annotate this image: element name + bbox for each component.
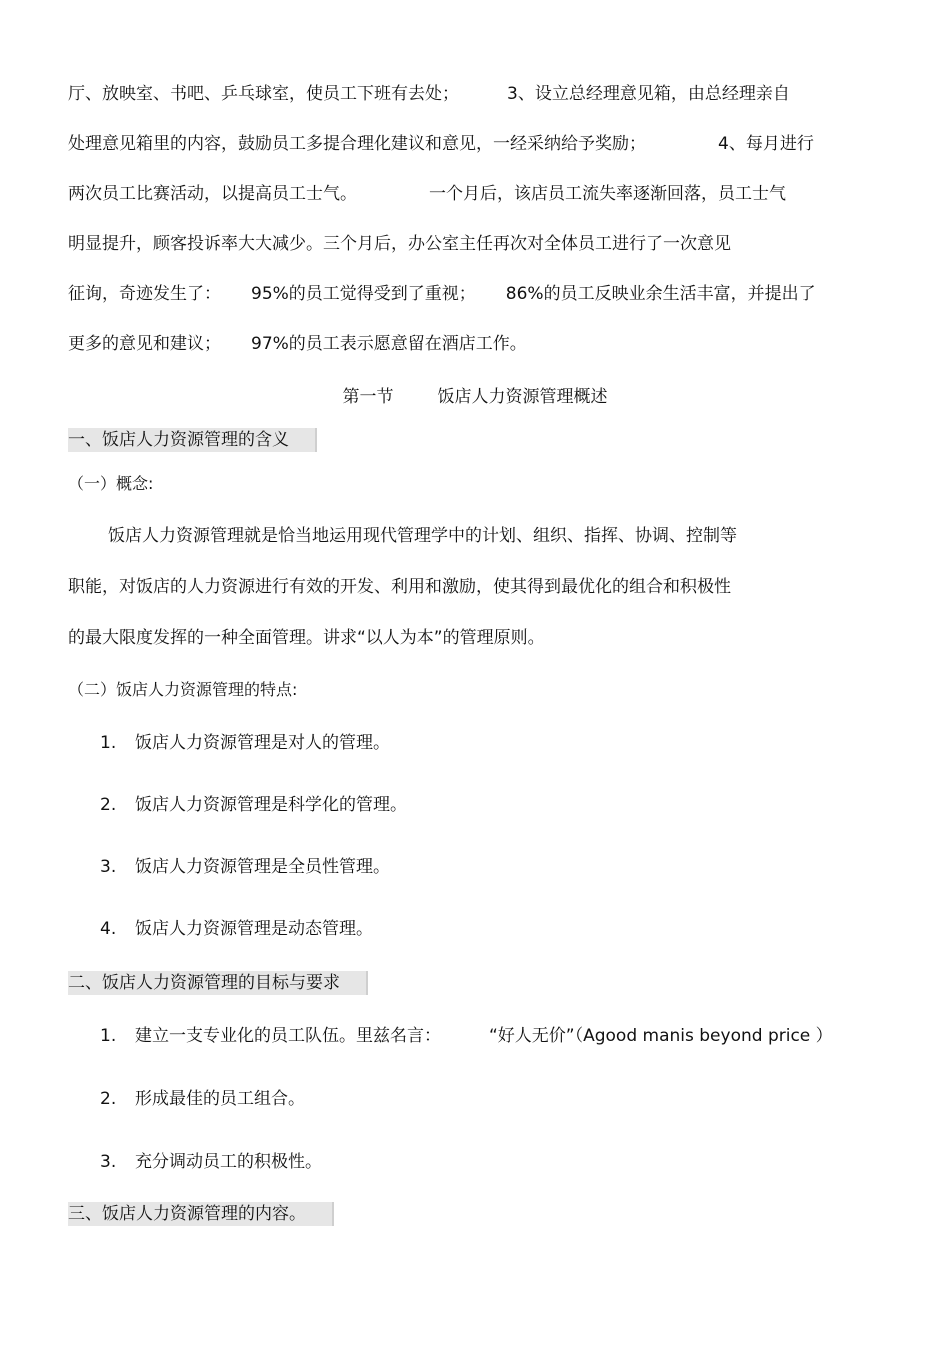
intro-text: 两次员工比赛活动，以提高员工士气。 — [68, 184, 357, 204]
list-text: 形成最佳的员工组合。 — [135, 1089, 305, 1109]
concept-paragraph-line-2 — [68, 575, 731, 599]
paragraph-text: 饭店人力资源管理就是恰当地运用现代管理学中的计划、组织、指挥、协调、控制等 — [108, 526, 737, 546]
concept-paragraph-line-3 — [68, 626, 545, 650]
concept-label — [68, 472, 153, 496]
heading-part-3 — [68, 1202, 334, 1226]
intro-text: 厅、放映室、书吧、乒乓球室，使员工下班有去处； — [68, 84, 459, 104]
list-number: 2. — [100, 795, 117, 815]
ritz-quote: “好人无价”（Agood manis beyond price ） — [489, 1026, 833, 1046]
intro-stat: 97%的员工表示愿意留在酒店工作。 — [251, 334, 527, 354]
list-number: 1. — [100, 1026, 117, 1046]
intro-line-3 — [68, 182, 786, 206]
intro-text: 明显提升，顾客投诉率大大减少。三个月后，办公室主任再次对全体员工进行了一次意见 — [68, 234, 731, 254]
list-number: 3. — [100, 1152, 117, 1172]
list-item — [100, 1150, 322, 1174]
intro-line-2 — [68, 132, 814, 156]
intro-stat: 95%的员工觉得受到了重视； — [251, 284, 476, 304]
intro-text: 更多的意见和建议； — [68, 334, 221, 354]
intro-line-5 — [68, 282, 816, 306]
intro-text: 4、每月进行 — [718, 134, 814, 154]
intro-line-1 — [68, 82, 790, 106]
intro-line-4 — [68, 232, 731, 256]
concept-label-text: （一）概念: — [68, 474, 154, 493]
paragraph-text: 职能，对饭店的人力资源进行有效的开发、利用和激励，使其得到最优化的组合和积极性 — [68, 577, 731, 597]
list-number: 3. — [100, 857, 117, 877]
paragraph-text: 的最大限度发挥的一种全面管理。讲求“以人为本”的管理原则。 — [68, 628, 545, 648]
features-label-text: （二）饭店人力资源管理的特点: — [68, 680, 298, 699]
list-text: 饭店人力资源管理是全员性管理。 — [135, 857, 390, 877]
list-item — [100, 1024, 833, 1048]
list-item — [100, 731, 390, 755]
concept-paragraph-line-1 — [108, 524, 737, 548]
list-text: 建立一支专业化的员工队伍。里兹名言： — [135, 1026, 441, 1046]
intro-text: 处理意见箱里的内容，鼓励员工多提合理化建议和意见，一经采纳给予奖励； — [68, 134, 646, 154]
list-item — [100, 1087, 305, 1111]
intro-text: 征询，奇迹发生了： — [68, 284, 221, 304]
heading-part-1 — [68, 428, 317, 452]
intro-text: 一个月后，该店员工流失率逐渐回落，员工士气 — [429, 184, 786, 204]
heading-text: 二、饭店人力资源管理的目标与要求 — [68, 973, 340, 993]
intro-stat: 86%的员工反映业余生活丰富，并提出了 — [505, 284, 816, 304]
list-item — [100, 855, 390, 879]
list-text: 充分调动员工的积极性。 — [135, 1152, 322, 1172]
list-number: 1. — [100, 733, 117, 753]
list-text: 饭店人力资源管理是对人的管理。 — [135, 733, 390, 753]
heading-part-2 — [68, 971, 368, 995]
section-number: 第一节 — [342, 387, 394, 407]
list-number: 2. — [100, 1089, 117, 1109]
list-item — [100, 793, 407, 817]
list-text: 饭店人力资源管理是科学化的管理。 — [135, 795, 407, 815]
list-number: 4. — [100, 919, 117, 939]
list-item — [100, 917, 373, 941]
section-title — [0, 385, 950, 409]
features-label — [68, 678, 297, 702]
list-text: 饭店人力资源管理是动态管理。 — [135, 919, 373, 939]
heading-text: 一、饭店人力资源管理的含义 — [68, 430, 289, 450]
intro-text: 3、设立总经理意见箱，由总经理亲自 — [507, 84, 790, 104]
intro-line-6 — [68, 332, 527, 356]
heading-text: 三、饭店人力资源管理的内容。 — [68, 1204, 306, 1224]
section-name: 饭店人力资源管理概述 — [437, 387, 608, 407]
